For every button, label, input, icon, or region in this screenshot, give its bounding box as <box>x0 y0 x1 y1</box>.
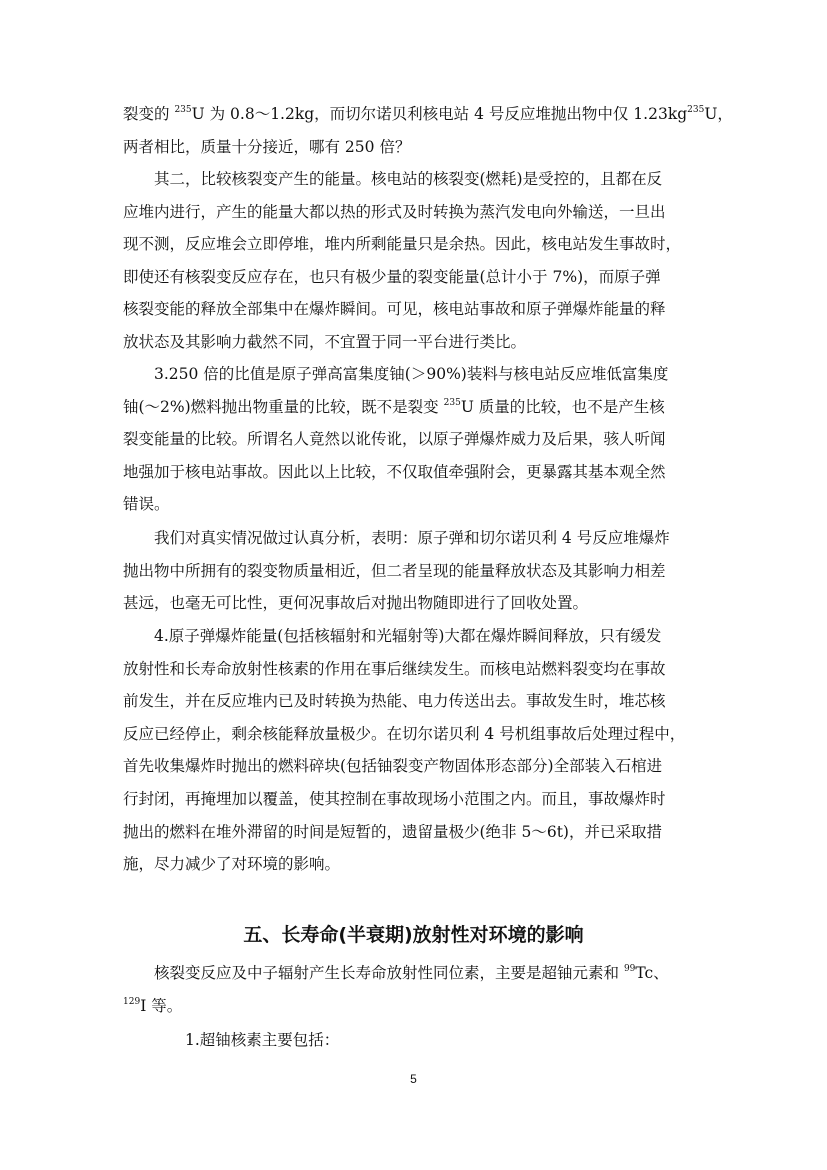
page-number: 5 <box>410 1072 417 1086</box>
section-heading: 五、长寿命(半衰期)放射性对环境的影响 <box>243 924 584 946</box>
text-line: 应堆内进行，产生的能量大都以热的形式及时转换为蒸汽发电向外输送，一旦出 <box>123 202 666 221</box>
superscript: 235 <box>687 105 705 115</box>
text-line: 抛出物中所拥有的裂变物质量相近，但二者呈现的能量释放状态及其影响力相差 <box>123 561 666 580</box>
text-line <box>123 391 708 424</box>
text-line: 反应已经停止，剩余核能释放量极少。在切尔诺贝利 4 号机组事故后处理过程中， <box>123 724 686 743</box>
list-item-transuranic <box>185 1024 770 1057</box>
text-run: I 等。 <box>140 996 183 1015</box>
text-line: 地强加于核电站事故。因此以上比较，不仅取值牵强附会，更暴露其基本观全然 <box>123 462 666 481</box>
text-line: 现不测，反应堆会立即停堆，堆内所剩能量只是余热。因此，核电站发生事故时， <box>123 235 682 254</box>
text-line: 4.原子弹爆炸能量(包括核辐射和光辐射等)大都在爆炸瞬间释放，只有缓发 <box>154 627 662 645</box>
paragraph-continuation <box>123 98 733 163</box>
paragraph-ratio <box>123 358 708 521</box>
text-line: 裂变能量的比较。所谓名人竟然以讹传讹，以原子弹爆炸威力及后果，骇人听闻 <box>123 430 666 449</box>
superscript: 129 <box>123 996 141 1007</box>
text-line: 错误。 <box>123 495 170 514</box>
text-line <box>123 990 708 1023</box>
text-line: 甚远，也毫无可比性，更何况事故后对抛出物随即进行了回收处置。 <box>123 594 589 613</box>
text-line: 即使还有核裂变反应存在，也只有极少量的裂变能量(总计小于 7%)，而原子弹 <box>123 267 661 286</box>
text-line: 放射性和长寿命放射性核素的作用在事后继续发生。而核电站燃料裂变均在事故 <box>123 659 666 678</box>
paragraph-analysis <box>123 522 708 620</box>
text-line: 施，尽力减少了对环境的影响。 <box>123 855 341 874</box>
text-line: 行封闭，再掩埋加以覆盖，使其控制在事故现场小范围之内。而且，事故爆炸时 <box>123 789 666 808</box>
text-run: 核裂变反应及中子辐射产生长寿命放射性同位素，主要是超铀元素和 <box>154 964 624 982</box>
text-line: 前发生，并在反应堆内已及时转换为热能、电力传送出去。事故发生时，堆芯核 <box>123 692 666 711</box>
text-line: 抛出的燃料在堆外滞留的时间是短暂的，遗留量极少(绝非 5～6t)，并已采取措 <box>123 822 662 841</box>
text-run: Tc、 <box>635 964 669 982</box>
text-line: 首先收集爆炸时抛出的燃料碎块(包括铀裂变产物固体形态部分)全部装入石棺进 <box>123 757 663 776</box>
superscript: 235 <box>443 397 461 408</box>
text-line: 我们对真实情况做过认真分析，表明：原子弹和切尔诺贝利 4 号反应堆爆炸 <box>154 529 670 547</box>
text-line: 两者相比，质量十分接近，哪有 250 倍？ <box>123 137 411 156</box>
text-line: 1.超铀核素主要包括： <box>185 1031 340 1049</box>
text-line <box>123 98 733 131</box>
text-line <box>123 957 708 990</box>
text-line: 核裂变能的释放全部集中在爆炸瞬间。可见，核电站事故和原子弹爆炸能量的释 <box>123 300 666 319</box>
paragraph-long-lived <box>123 957 708 1022</box>
text-line: 3.250 倍的比值是原子弹高富集度铀(＞90%)装料与核电站反应堆低富集度 <box>154 365 669 383</box>
text-run: U， <box>704 105 733 123</box>
text-run: 裂变的 <box>123 105 175 123</box>
paragraph-release <box>123 620 708 881</box>
paragraph-energy-comparison <box>123 163 708 359</box>
text-run: U 为 0.8～1.2kg，而切尔诺贝利核电站 4 号反应堆抛出物中仅 1.23kg <box>191 105 688 123</box>
text-line: 其二，比较核裂变产生的能量。核电站的核裂变(燃耗)是受控的，且都在反 <box>154 170 663 188</box>
superscript: 99 <box>623 964 636 974</box>
text-line: 放状态及其影响力截然不同，不宜置于同一平台进行类比。 <box>123 332 527 351</box>
text-run: 铀(～2%)燃料抛出物重量的比较，既不是裂变 <box>123 397 444 416</box>
superscript: 235 <box>174 105 192 115</box>
text-run: U 质量的比较，也不是产生核 <box>460 397 665 416</box>
